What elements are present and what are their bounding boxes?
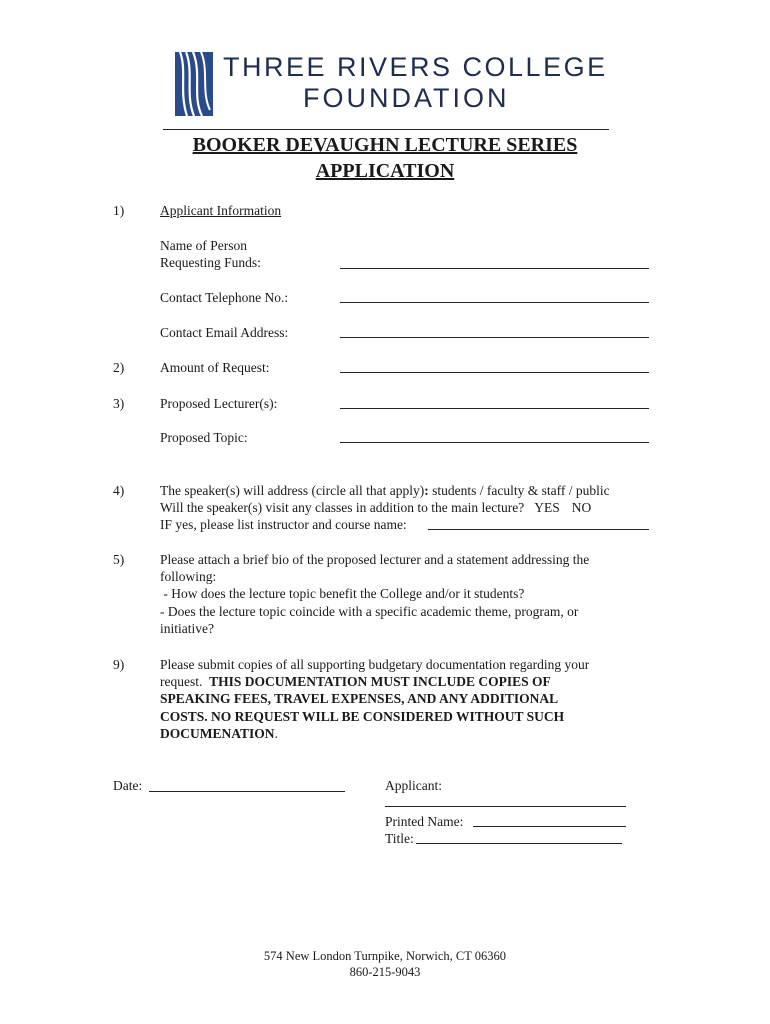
- section-number: 5): [113, 552, 125, 567]
- lecturer-label: Proposed Lecturer(s):: [160, 396, 278, 411]
- title-label: Title:: [385, 831, 414, 846]
- audience-options[interactable]: students / faculty & staff / public: [428, 483, 610, 498]
- budget-warning-4: DOCUMENATION: [160, 726, 275, 741]
- topic-field[interactable]: [340, 442, 649, 443]
- budget-warning-1: THIS DOCUMENTATION MUST INCLUDE COPIES OF: [209, 674, 551, 689]
- class-visit-question: Will the speaker(s) visit any classes in addition to the main lecture?: [160, 500, 525, 515]
- no-option[interactable]: NO: [571, 500, 592, 515]
- org-name-line2: FOUNDATION: [303, 83, 510, 113]
- amount-label: Amount of Request:: [160, 360, 270, 375]
- bio-instruction-line1: Please attach a brief bio of the proposed lecturer and a statement addressing the: [160, 552, 590, 567]
- applicant-signature-field[interactable]: [385, 806, 626, 807]
- topic-label: Proposed Topic:: [160, 430, 248, 445]
- budget-request-text: request.: [160, 674, 210, 689]
- amount-field[interactable]: [340, 372, 649, 373]
- form-title-line2: APPLICATION: [315, 160, 455, 182]
- email-field[interactable]: [340, 337, 649, 338]
- class-visit-line: [160, 499, 591, 516]
- yes-option[interactable]: YES: [534, 500, 560, 515]
- college-logo-icon: [175, 52, 213, 116]
- section-number: 1): [113, 203, 125, 218]
- section-number: 2): [113, 360, 125, 375]
- section-number: 4): [113, 483, 125, 498]
- bio-question-2-cont: initiative?: [160, 621, 214, 636]
- instructor-label: IF yes, please list instructor and course name:: [160, 517, 407, 532]
- section-number: 9): [113, 657, 125, 672]
- title-field[interactable]: [416, 843, 622, 844]
- name-label-line1: Name of Person: [160, 238, 247, 253]
- budget-instruction-line1: Please submit copies of all supporting budgetary documentation regarding your: [160, 657, 590, 672]
- form-title-line1: BOOKER DEVAUGHN LECTURE SERIES: [192, 134, 578, 156]
- date-field[interactable]: [149, 791, 345, 792]
- printed-name-field[interactable]: [473, 826, 626, 827]
- phone-label: Contact Telephone No.:: [160, 290, 289, 305]
- budget-period: .: [274, 726, 278, 741]
- header-divider: [163, 129, 609, 130]
- org-name-line1: THREE RIVERS COLLEGE: [223, 52, 608, 82]
- name-field[interactable]: [340, 268, 649, 269]
- bio-question-2: - Does the lecture topic coincide with a specific academic theme, program, or: [160, 604, 579, 619]
- email-label: Contact Email Address:: [160, 325, 289, 340]
- budget-warning-3: COSTS. NO REQUEST WILL BE CONSIDERED WITHOUT SUCH: [160, 709, 565, 724]
- audience-line: [160, 482, 610, 499]
- bio-question-1: - How does the lecture topic benefit the College and/or it students?: [160, 586, 525, 601]
- lecturer-field[interactable]: [340, 408, 649, 409]
- section-number: 3): [113, 396, 125, 411]
- date-label: Date:: [113, 778, 143, 793]
- bio-instruction-line2: following:: [160, 569, 217, 584]
- section-heading: Applicant Information: [160, 203, 282, 218]
- printed-name-label: Printed Name:: [385, 814, 464, 829]
- footer-address: 574 New London Turnpike, Norwich, CT 06360: [263, 949, 507, 963]
- name-label-line2: Requesting Funds:: [160, 255, 261, 270]
- phone-field[interactable]: [340, 302, 649, 303]
- footer-phone: 860-215-9043: [349, 965, 421, 979]
- budget-warning-2: SPEAKING FEES, TRAVEL EXPENSES, AND ANY ADDITIONAL: [160, 691, 559, 706]
- audience-colon: :: [424, 483, 429, 498]
- audience-prompt: The speaker(s) will address (circle all that apply): [160, 483, 425, 498]
- budget-instruction-line2: [160, 673, 551, 690]
- instructor-field[interactable]: [428, 529, 649, 530]
- applicant-label: Applicant:: [385, 778, 442, 793]
- budget-warning-4-line: [160, 725, 278, 742]
